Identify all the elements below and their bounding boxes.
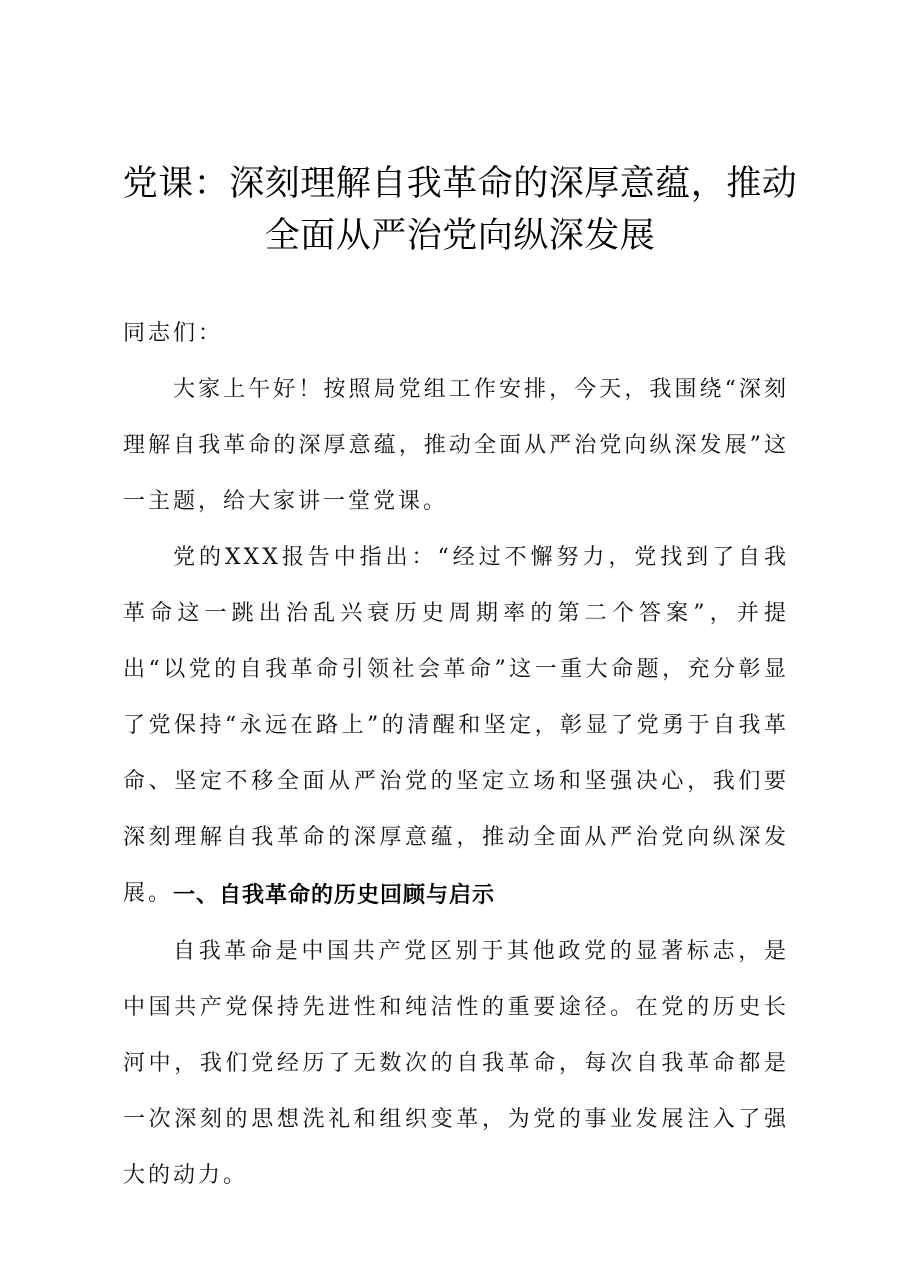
document-title: 党课：深刻理解自我革命的深厚意蕴，推动全面从严治党向纵深发展 [122, 164, 798, 256]
paragraph-intro: 大家上午好！按照局党组工作安排，今天，我围绕“深刻理解自我革命的深厚意蕴，推动全面从严治党向纵深发展”这一主题，给大家讲一堂党课。 [123, 377, 789, 514]
paragraph-report-quote: 党的XXX报告中指出：“经过不懈努力，党找到了自我革命这一跳出治乱兴衰历史周期率的第二个答案”，并提出“以党的自我革命引领社会革命”这一重大命题，充分彰显了党保持“永远在路上”的清醒和坚定，彰显了党勇于自我革命、坚定不移全面从严治党的坚定立场和坚强决心，我们要深刻理解自我革命的深厚意蕴，推动全面从严治党向纵深发展。 [123, 545, 789, 906]
salutation: 同志们： [123, 321, 224, 346]
section-paragraph: 自我革命是中国共产党区别于其他政党的显著标志，是中国共产党保持先进性和纯洁性的重要途径。在党的历史长河中，我们党经历了无数次的自我革命，每次自我革命都是一次深刻的思想洗礼和组织变革，为党的事业发展注入了强大的动力。 [123, 939, 789, 1188]
section-heading: 一、自我革命的历史回顾与启示 [173, 883, 496, 908]
